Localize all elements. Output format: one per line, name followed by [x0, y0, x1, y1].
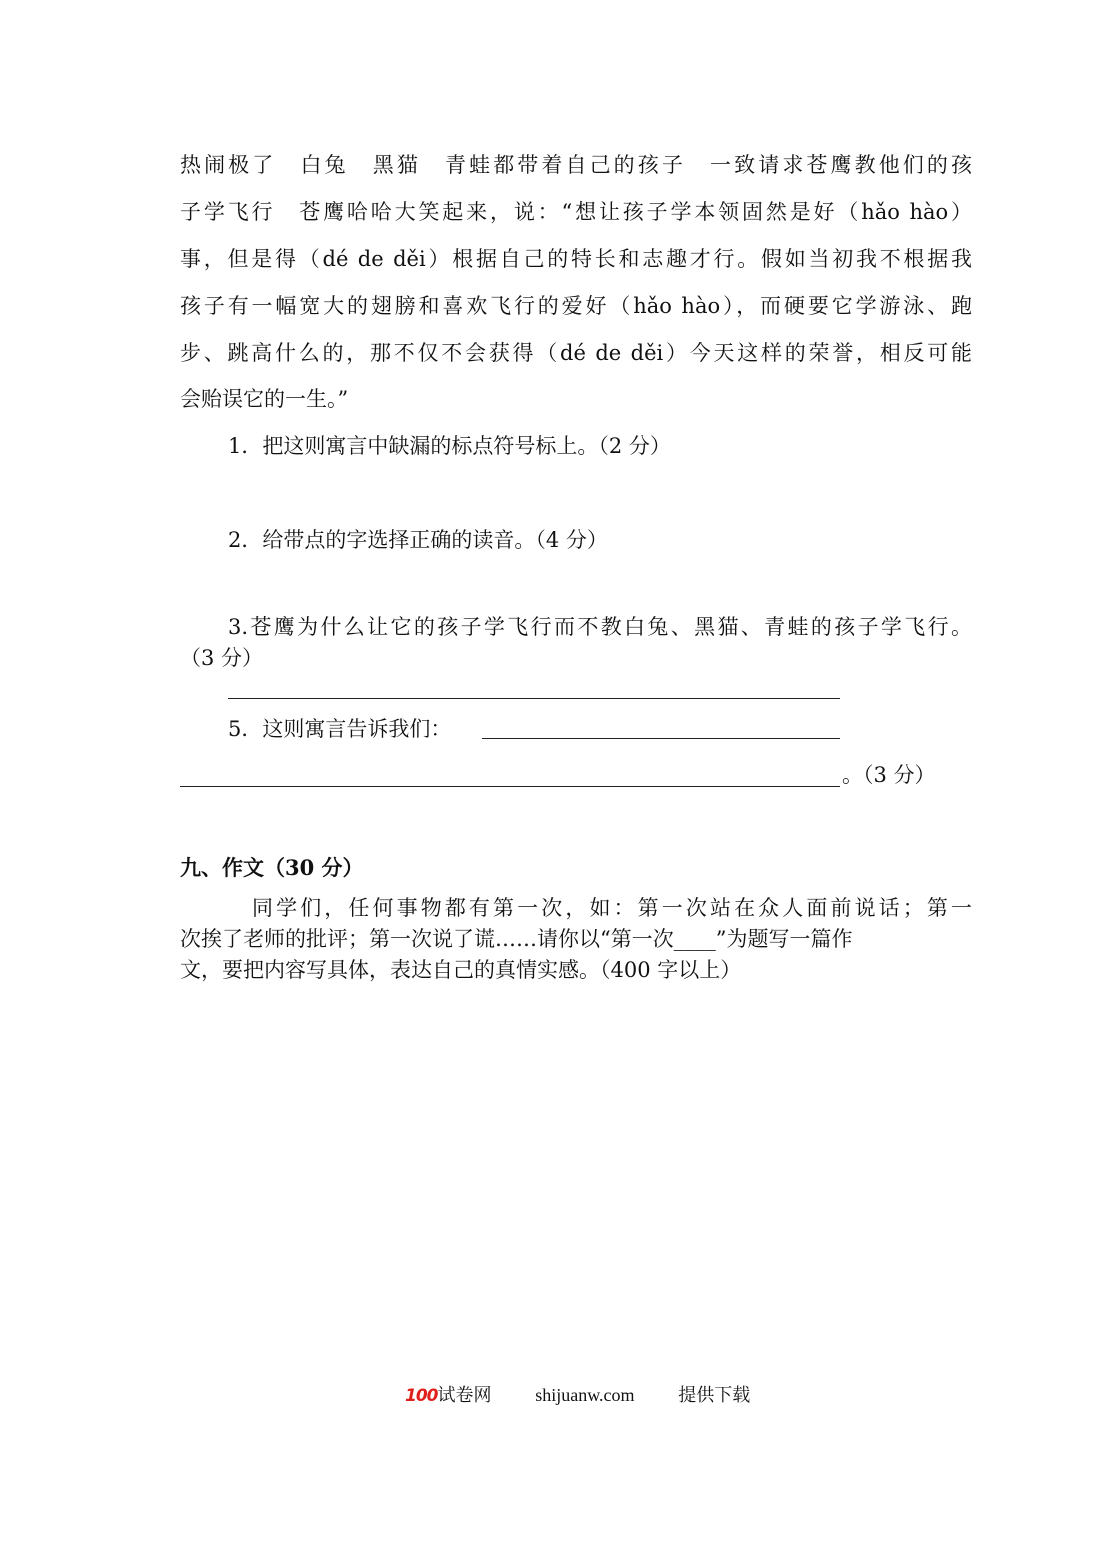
site-link[interactable]: shijuanw.com — [535, 1385, 635, 1405]
prompt-text: ”为题写一篇作 — [715, 927, 853, 951]
section-heading: 九、作文（30 分） — [180, 855, 364, 880]
composition-prompt-line — [180, 924, 972, 954]
composition-prompt-line: 文，要把内容写具体，表达自己的真情实感。（400 字以上） — [180, 958, 742, 982]
passage-line: 事，但是得（dé de děi）根据自己的特长和志趣才行。假如当初我不根据我 — [180, 247, 972, 271]
answer-line-q3[interactable] — [228, 698, 840, 699]
composition-prompt-line: 同学们，任何事物都有第一次，如：第一次站在众人面前说话；第一 — [252, 896, 972, 920]
passage-line: 步、跳高什么的，那不仅不会获得（dé de děi）今天这样的荣誉，相反可能 — [180, 341, 972, 365]
title-blank[interactable]: ____ — [673, 927, 716, 951]
question-5-score: 。（3 分） — [842, 763, 936, 787]
answer-line-q5-2[interactable] — [180, 786, 840, 787]
passage-line: 热闹极了 白兔 黑猫 青蛙都带着自己的孩子 一致请求苍鹰教他们的孩 — [180, 153, 972, 177]
logo-label: 试卷网 — [437, 1385, 492, 1406]
logo-100-icon: 100 — [405, 1386, 438, 1406]
answer-line-q5[interactable] — [482, 738, 840, 739]
question-1: 1．把这则寓言中缺漏的标点符号标上。（2 分） — [228, 434, 671, 458]
provide-download-text: 提供下载 — [678, 1385, 751, 1406]
footer — [405, 1380, 750, 1411]
passage-line: 子学飞行 苍鹰哈哈大笑起来，说：“想让孩子学本领固然是好（hǎo hào） — [180, 200, 972, 224]
passage-line: 会贻误它的一生。” — [180, 387, 349, 411]
question-3: 3.苍鹰为什么让它的孩子学飞行而不教白兔、黑猫、青蛙的孩子学飞行。 — [228, 615, 972, 639]
prompt-text: 次挨了老师的批评；第一次说了谎……请你以“第一次 — [180, 927, 674, 951]
question-2: 2．给带点的字选择正确的读音。（4 分） — [228, 528, 608, 552]
question-5: 5．这则寓言告诉我们： — [228, 717, 452, 741]
passage-line: 孩子有一幅宽大的翅膀和喜欢飞行的爱好（hǎo hào），而硬要它学游泳、跑 — [180, 294, 972, 318]
question-3-score: （3 分） — [180, 646, 264, 670]
